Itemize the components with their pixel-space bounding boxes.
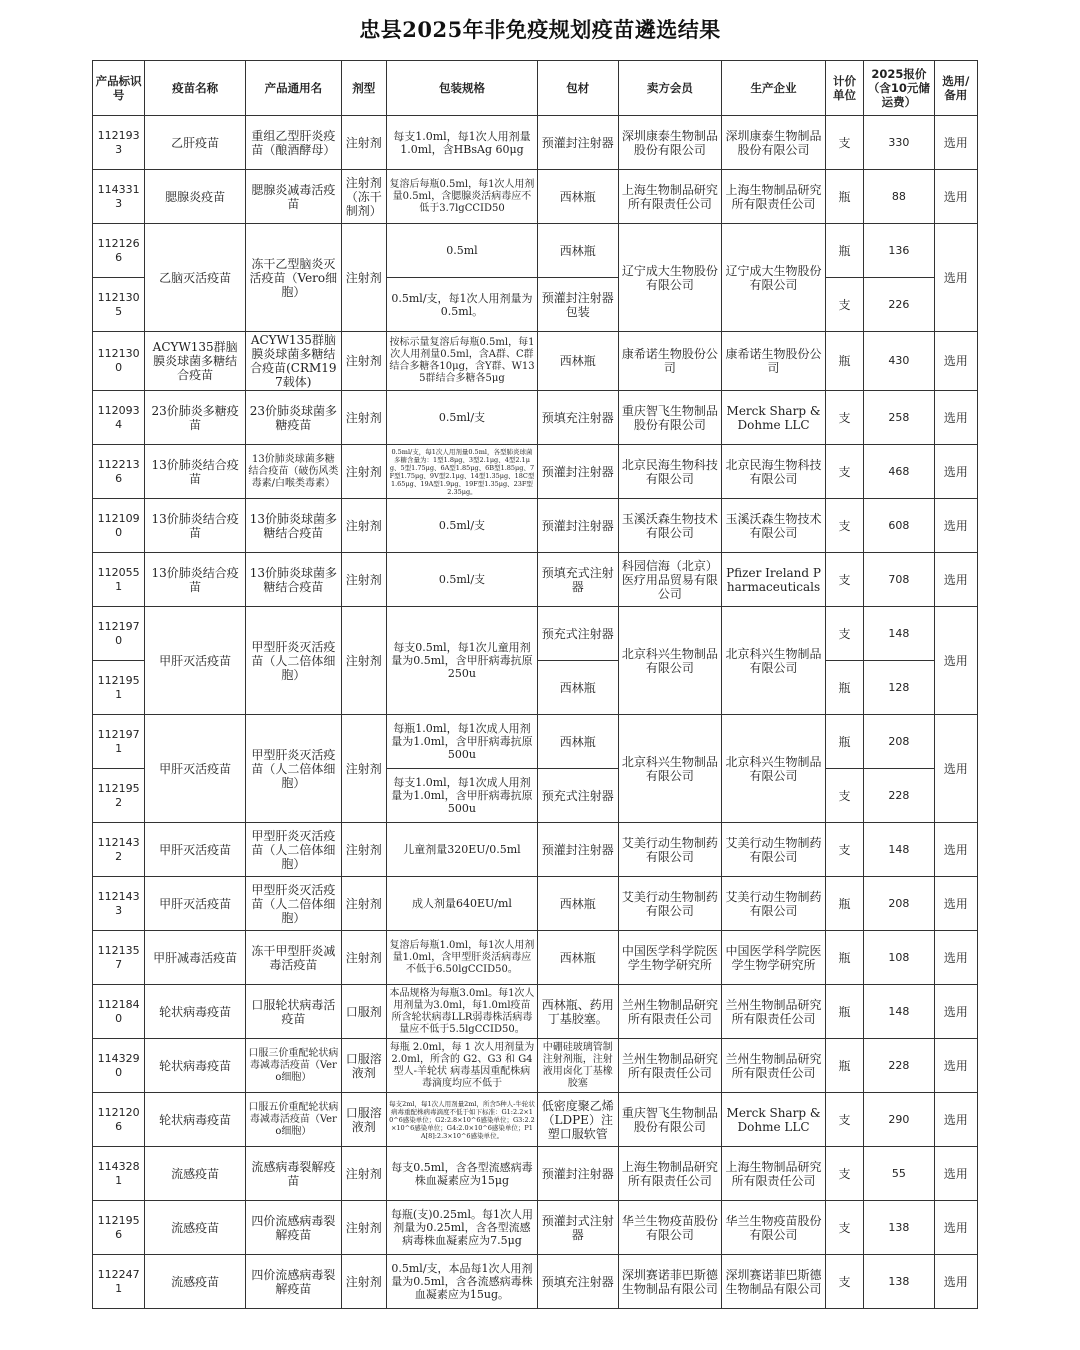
seller: 中国医学科学院医学生物学研究所 xyxy=(618,931,722,985)
seller: 上海生物制品研究所有限责任公司 xyxy=(618,170,722,224)
seller: 北京科兴生物制品有限公司 xyxy=(618,715,722,823)
package-material: 预充式注射器 xyxy=(537,607,618,661)
vaccine-name: 甲肝灭活疫苗 xyxy=(145,715,246,823)
price-unit: 瓶 xyxy=(825,661,863,715)
dosage-form: 口服剂 xyxy=(341,985,386,1039)
vaccine-name: 轮状病毒疫苗 xyxy=(145,985,246,1039)
col-header: 生产企业 xyxy=(722,61,826,116)
product-code: 1143290 xyxy=(93,1039,145,1093)
product-code: 1143281 xyxy=(93,1147,145,1201)
selection-status: 选用 xyxy=(934,499,977,553)
vaccine-name: 13价肺炎结合疫苗 xyxy=(145,445,246,499)
seller: 科园信海（北京）医疗用品贸易有限公司 xyxy=(618,553,722,607)
col-header: 选用/备用 xyxy=(934,61,977,116)
package-spec: 复溶后每瓶0.5ml，每1次人用剂量0.5ml，含腮腺炎活病毒应不低于3.7lgCCID50 xyxy=(386,170,537,224)
package-spec: 复溶后每瓶1.0ml，每1次人用剂量1.0ml，含甲型肝炎活病毒应不低于6.50lgCCID50。 xyxy=(386,931,537,985)
product-code: 1121206 xyxy=(93,1093,145,1147)
manufacturer: 上海生物制品研究所有限责任公司 xyxy=(722,1147,826,1201)
product-code: 1121300 xyxy=(93,332,145,391)
selection-status: 选用 xyxy=(934,1255,977,1309)
selection-status: 选用 xyxy=(934,877,977,931)
manufacturer: Pfizer Ireland Pharmaceuticals xyxy=(722,553,826,607)
package-spec: 每支2ml，每1次人用剂量2ml，所含5种人-牛轮状病毒重配株病毒滴度不低于如下标准：G1:2.2×10^6感染单位；G2:2.8×10^6感染单位；G3:2.2×10^6感染单位；G4:2.0×10^6感染单位；P1A[8]:2.3×10^6感染单位。 xyxy=(386,1093,537,1147)
package-spec: 0.5ml/支，每1次人用剂量为0.5ml。 xyxy=(386,278,537,332)
product-code: 1121971 xyxy=(93,715,145,769)
seller: 康希诺生物股份公司 xyxy=(618,332,722,391)
package-material: 西林瓶 xyxy=(537,931,618,985)
manufacturer: 深圳赛诺菲巴斯德生物制品有限公司 xyxy=(722,1255,826,1309)
selection-status: 选用 xyxy=(934,985,977,1039)
selection-status: 选用 xyxy=(934,170,977,224)
page-title: 忠县2025年非免疫规划疫苗遴选结果 xyxy=(359,17,721,42)
package-material: 西林瓶、药用丁基胶塞。 xyxy=(537,985,618,1039)
manufacturer: 辽宁成大生物股份有限公司 xyxy=(722,224,826,332)
price: 136 xyxy=(864,224,934,278)
price-unit: 支 xyxy=(825,553,863,607)
price: 228 xyxy=(864,1039,934,1093)
dosage-form: 注射剂 xyxy=(341,224,386,332)
table-row xyxy=(93,1255,978,1309)
price-unit: 支 xyxy=(825,116,863,170)
product-code: 1121840 xyxy=(93,985,145,1039)
table-row xyxy=(93,1147,978,1201)
table-row xyxy=(93,391,978,445)
table-row xyxy=(93,332,978,391)
manufacturer: 上海生物制品研究所有限责任公司 xyxy=(722,170,826,224)
seller: 深圳康泰生物制品股份有限公司 xyxy=(618,116,722,170)
price: 228 xyxy=(864,769,934,823)
seller: 北京科兴生物制品有限公司 xyxy=(618,607,722,715)
price: 290 xyxy=(864,1093,934,1147)
price-unit: 支 xyxy=(825,769,863,823)
col-header: 包材 xyxy=(537,61,618,116)
table-row xyxy=(93,116,978,170)
product-code: 1120934 xyxy=(93,391,145,445)
table-row xyxy=(93,931,978,985)
vaccine-name: 甲肝灭活疫苗 xyxy=(145,607,246,715)
price: 258 xyxy=(864,391,934,445)
price-unit: 瓶 xyxy=(825,332,863,391)
price-unit: 支 xyxy=(825,607,863,661)
dosage-form: 口服溶液剂 xyxy=(341,1039,386,1093)
price: 708 xyxy=(864,553,934,607)
price-unit: 支 xyxy=(825,1201,863,1255)
package-spec: 0.5ml xyxy=(386,224,537,278)
generic-name: 冻干甲型肝炎减毒活疫苗 xyxy=(246,931,342,985)
product-code: 1143313 xyxy=(93,170,145,224)
seller: 上海生物制品研究所有限责任公司 xyxy=(618,1147,722,1201)
table-row xyxy=(93,1201,978,1255)
generic-name: 冻干乙型脑炎灭活疫苗（Vero细胞） xyxy=(246,224,342,332)
vaccine-name: 甲肝灭活疫苗 xyxy=(145,823,246,877)
col-header: 包装规格 xyxy=(386,61,537,116)
generic-name: 四价流感病毒裂解疫苗 xyxy=(246,1255,342,1309)
seller: 华兰生物疫苗股份有限公司 xyxy=(618,1201,722,1255)
product-code: 1121970 xyxy=(93,607,145,661)
manufacturer: Merck Sharp & Dohme LLC xyxy=(722,391,826,445)
vaccine-name: 乙肝疫苗 xyxy=(145,116,246,170)
package-spec: 每瓶 2.0ml，每 1 次人用剂量为 2.0ml，所含的 G2、G3 和 G4 型人-羊轮状 病毒基因重配株病毒滴度均应不低于 xyxy=(386,1039,537,1093)
dosage-form: 注射剂 xyxy=(341,445,386,499)
manufacturer: 玉溪沃森生物技术有限公司 xyxy=(722,499,826,553)
selection-status: 选用 xyxy=(934,391,977,445)
selection-status: 选用 xyxy=(934,1039,977,1093)
selection-status: 选用 xyxy=(934,224,977,332)
package-material: 预灌封注射器 xyxy=(537,499,618,553)
price: 148 xyxy=(864,607,934,661)
price: 138 xyxy=(864,1255,934,1309)
selection-status: 选用 xyxy=(934,116,977,170)
dosage-form: 注射剂 xyxy=(341,1201,386,1255)
product-code: 1121951 xyxy=(93,661,145,715)
price: 330 xyxy=(864,116,934,170)
price: 208 xyxy=(864,715,934,769)
price: 148 xyxy=(864,985,934,1039)
dosage-form: 注射剂 xyxy=(341,931,386,985)
package-material: 预灌封注射器包装 xyxy=(537,278,618,332)
generic-name: 甲型肝炎灭活疫苗（人二倍体细胞） xyxy=(246,715,342,823)
price: 608 xyxy=(864,499,934,553)
package-spec: 每支0.5ml，每1次儿童用剂量为0.5ml，含甲肝病毒抗原250u xyxy=(386,607,537,715)
table-row xyxy=(93,1093,978,1147)
package-spec: 成人剂量640EU/ml xyxy=(386,877,537,931)
selection-status: 选用 xyxy=(934,553,977,607)
price-unit: 支 xyxy=(825,278,863,332)
dosage-form: 注射剂 xyxy=(341,877,386,931)
seller: 艾美行动生物制药有限公司 xyxy=(618,823,722,877)
package-spec: 每支1.0ml，每1次成人用剂量为1.0ml，含甲肝病毒抗原500u xyxy=(386,769,537,823)
col-header: 剂型 xyxy=(341,61,386,116)
package-material: 西林瓶 xyxy=(537,661,618,715)
package-material: 西林瓶 xyxy=(537,170,618,224)
col-header: 疫苗名称 xyxy=(145,61,246,116)
price: 226 xyxy=(864,278,934,332)
col-header: 计价单位 xyxy=(825,61,863,116)
price-unit: 瓶 xyxy=(825,931,863,985)
price-unit: 支 xyxy=(825,499,863,553)
generic-name: 口服五价重配轮状病毒减毒活疫苗（Vero细胞） xyxy=(246,1093,342,1147)
selection-status: 选用 xyxy=(934,607,977,715)
price: 108 xyxy=(864,931,934,985)
dosage-form: 注射剂 xyxy=(341,332,386,391)
selection-status: 选用 xyxy=(934,823,977,877)
product-code: 1121266 xyxy=(93,224,145,278)
package-spec: 每支1.0ml，每1次人用剂量1.0ml，含HBsAg 60μg xyxy=(386,116,537,170)
selection-status: 选用 xyxy=(934,1093,977,1147)
generic-name: 甲型肝炎灭活疫苗（人二倍体细胞） xyxy=(246,877,342,931)
price-unit: 支 xyxy=(825,445,863,499)
col-header: 卖方会员 xyxy=(618,61,722,116)
generic-name: ACYW135群脑膜炎球菌多糖结合疫苗(CRM197载体) xyxy=(246,332,342,391)
table-row xyxy=(93,445,978,499)
seller: 艾美行动生物制药有限公司 xyxy=(618,877,722,931)
price-unit: 瓶 xyxy=(825,715,863,769)
price-unit: 支 xyxy=(825,1093,863,1147)
table-header-row xyxy=(93,61,978,116)
product-code: 1120551 xyxy=(93,553,145,607)
manufacturer: 深圳康泰生物制品股份有限公司 xyxy=(722,116,826,170)
selection-status: 选用 xyxy=(934,931,977,985)
price-unit: 瓶 xyxy=(825,224,863,278)
vaccine-name: 13价肺炎结合疫苗 xyxy=(145,553,246,607)
dosage-form: 注射剂 xyxy=(341,607,386,715)
table-row xyxy=(93,170,978,224)
product-code: 1122471 xyxy=(93,1255,145,1309)
price: 88 xyxy=(864,170,934,224)
dosage-form: 注射剂 xyxy=(341,715,386,823)
col-header: 产品通用名 xyxy=(246,61,342,116)
manufacturer: 中国医学科学院医学生物学研究所 xyxy=(722,931,826,985)
seller: 玉溪沃森生物技术有限公司 xyxy=(618,499,722,553)
package-material: 预灌封注射器 xyxy=(537,116,618,170)
dosage-form: 注射剂 xyxy=(341,391,386,445)
product-code: 1121090 xyxy=(93,499,145,553)
package-spec: 0.5ml/支 xyxy=(386,553,537,607)
dosage-form: 注射剂 xyxy=(341,499,386,553)
selection-status: 选用 xyxy=(934,1201,977,1255)
price-unit: 支 xyxy=(825,823,863,877)
package-spec: 按标示量复溶后每瓶0.5ml，每1次人用剂量0.5ml，含A群、C群结合多糖各10μg，含Y群、W135群结合多糖各5μg xyxy=(386,332,537,391)
product-code: 1121433 xyxy=(93,877,145,931)
vaccine-name: 流感疫苗 xyxy=(145,1201,246,1255)
price: 468 xyxy=(864,445,934,499)
table-row xyxy=(93,823,978,877)
generic-name: 口服三价重配轮状病毒减毒活疫苗（Vero细胞） xyxy=(246,1039,342,1093)
generic-name: 四价流感病毒裂解疫苗 xyxy=(246,1201,342,1255)
manufacturer: 艾美行动生物制药有限公司 xyxy=(722,823,826,877)
product-code: 1121956 xyxy=(93,1201,145,1255)
table-row xyxy=(93,499,978,553)
vaccine-name: 乙脑灭活疫苗 xyxy=(145,224,246,332)
vaccine-name: 流感疫苗 xyxy=(145,1255,246,1309)
generic-name: 23价肺炎球菌多糖疫苗 xyxy=(246,391,342,445)
manufacturer: Merck Sharp & Dohme LLC xyxy=(722,1093,826,1147)
package-material: 西林瓶 xyxy=(537,877,618,931)
price: 128 xyxy=(864,661,934,715)
selection-status: 选用 xyxy=(934,1147,977,1201)
selection-status: 选用 xyxy=(934,332,977,391)
package-material: 预灌封注射器 xyxy=(537,1147,618,1201)
package-material: 预填充注射器 xyxy=(537,1255,618,1309)
vaccine-name: 23价肺炎多糖疫苗 xyxy=(145,391,246,445)
manufacturer: 艾美行动生物制药有限公司 xyxy=(722,877,826,931)
dosage-form: 注射剂 xyxy=(341,1147,386,1201)
vaccine-name: ACYW135群脑膜炎球菌多糖结合疫苗 xyxy=(145,332,246,391)
package-material: 预充式注射器 xyxy=(537,769,618,823)
manufacturer: 兰州生物制品研究所有限责任公司 xyxy=(722,985,826,1039)
generic-name: 13价肺炎球菌多糖结合疫苗（破伤风类毒素/白喉类毒素） xyxy=(246,445,342,499)
table-row xyxy=(93,715,978,769)
seller: 兰州生物制品研究所有限责任公司 xyxy=(618,1039,722,1093)
package-spec: 每瓶(支)0.25ml。每1次人用剂量为0.25ml，含各型流感病毒株血凝素应为7.5μg xyxy=(386,1201,537,1255)
package-spec: 0.5ml/支，本品每1次人用剂量为0.5ml，含各流感病毒株血凝素应为15ug。 xyxy=(386,1255,537,1309)
price-unit: 支 xyxy=(825,391,863,445)
price-unit: 瓶 xyxy=(825,877,863,931)
price: 430 xyxy=(864,332,934,391)
generic-name: 口服轮状病毒活疫苗 xyxy=(246,985,342,1039)
price-unit: 瓶 xyxy=(825,985,863,1039)
package-material: 预灌封注射器 xyxy=(537,445,618,499)
package-spec: 儿童剂量320EU/0.5ml xyxy=(386,823,537,877)
package-spec: 0.5ml/支 xyxy=(386,391,537,445)
generic-name: 13价肺炎球菌多糖结合疫苗 xyxy=(246,553,342,607)
price-unit: 瓶 xyxy=(825,170,863,224)
table-row xyxy=(93,877,978,931)
dosage-form: 注射剂 xyxy=(341,823,386,877)
vaccine-name: 甲肝减毒活疫苗 xyxy=(145,931,246,985)
dosage-form: 注射剂（冻干制剂） xyxy=(341,170,386,224)
table-row xyxy=(93,1039,978,1093)
seller: 兰州生物制品研究所有限责任公司 xyxy=(618,985,722,1039)
price: 55 xyxy=(864,1147,934,1201)
package-spec: 0.5ml/支，每1次人用剂量0.5ml，各型肺炎球菌多糖含量为：1型1.8μg、3型2.1μg、4型2.1μg、5型1.75μg、6A型1.85μg、6B型1.85μg、7F型1.75μg、9V型2.1μg、14型1.35μg、18C型1.65μg、19A型1.9μg、19F型1.35μg、23F型2.35μg。 xyxy=(386,445,537,499)
table-row xyxy=(93,985,978,1039)
package-material: 西林瓶 xyxy=(537,332,618,391)
product-code: 1121432 xyxy=(93,823,145,877)
vaccine-name: 流感疫苗 xyxy=(145,1147,246,1201)
table-row xyxy=(93,224,978,278)
seller: 重庆智飞生物制品股份有限公司 xyxy=(618,391,722,445)
seller: 北京民海生物科技有限公司 xyxy=(618,445,722,499)
dosage-form: 注射剂 xyxy=(341,116,386,170)
selection-status: 选用 xyxy=(934,445,977,499)
price-unit: 支 xyxy=(825,1147,863,1201)
manufacturer: 兰州生物制品研究所有限责任公司 xyxy=(722,1039,826,1093)
vaccine-name: 轮状病毒疫苗 xyxy=(145,1039,246,1093)
col-header: 2025报价（含10元储运费） xyxy=(864,61,934,116)
product-code: 1121357 xyxy=(93,931,145,985)
product-code: 1121933 xyxy=(93,116,145,170)
seller: 辽宁成大生物股份有限公司 xyxy=(618,224,722,332)
table-row xyxy=(93,607,978,661)
vaccine-name: 轮状病毒疫苗 xyxy=(145,1093,246,1147)
generic-name: 甲型肝炎灭活疫苗（人二倍体细胞） xyxy=(246,823,342,877)
product-code: 1121305 xyxy=(93,278,145,332)
vaccine-name: 13价肺炎结合疫苗 xyxy=(145,499,246,553)
generic-name: 13价肺炎球菌多糖结合疫苗 xyxy=(246,499,342,553)
vaccine-table xyxy=(92,60,978,1309)
price-unit: 瓶 xyxy=(825,1039,863,1093)
package-material: 预填充注射器 xyxy=(537,391,618,445)
product-code: 1122136 xyxy=(93,445,145,499)
package-spec: 本品规格为每瓶3.0ml。每1次人用剂量为3.0ml，每1.0ml疫苗所含轮状病毒LLR弱毒株活病毒量应不低于5.5lgCCID50。 xyxy=(386,985,537,1039)
seller: 重庆智飞生物制品股份有限公司 xyxy=(618,1093,722,1147)
manufacturer: 康希诺生物股份公司 xyxy=(722,332,826,391)
dosage-form: 注射剂 xyxy=(341,553,386,607)
package-material: 西林瓶 xyxy=(537,715,618,769)
product-code: 1121952 xyxy=(93,769,145,823)
manufacturer: 北京科兴生物制品有限公司 xyxy=(722,607,826,715)
generic-name: 重组乙型肝炎疫苗（酿酒酵母） xyxy=(246,116,342,170)
generic-name: 甲型肝炎灭活疫苗（人二倍体细胞） xyxy=(246,607,342,715)
table-row xyxy=(93,553,978,607)
generic-name: 流感病毒裂解疫苗 xyxy=(246,1147,342,1201)
vaccine-name: 腮腺炎疫苗 xyxy=(145,170,246,224)
package-spec: 每支0.5ml，含各型流感病毒株血凝素应为15μg xyxy=(386,1147,537,1201)
package-material: 西林瓶 xyxy=(537,224,618,278)
vaccine-name: 甲肝灭活疫苗 xyxy=(145,877,246,931)
dosage-form: 口服溶液剂 xyxy=(341,1093,386,1147)
manufacturer: 北京科兴生物制品有限公司 xyxy=(722,715,826,823)
package-material: 低密度聚乙烯（LDPE）注塑口服软管 xyxy=(537,1093,618,1147)
package-spec: 每瓶1.0ml，每1次成人用剂量为1.0ml，含甲肝病毒抗原500u xyxy=(386,715,537,769)
dosage-form: 注射剂 xyxy=(341,1255,386,1309)
package-material: 预灌封式注射器 xyxy=(537,1201,618,1255)
col-header: 产品标识号 xyxy=(93,61,145,116)
price: 208 xyxy=(864,877,934,931)
package-material: 中硼硅玻璃管制注射剂瓶，注射液用卤化丁基橡胶塞 xyxy=(537,1039,618,1093)
price: 148 xyxy=(864,823,934,877)
price-unit: 支 xyxy=(825,1255,863,1309)
generic-name: 腮腺炎减毒活疫苗 xyxy=(246,170,342,224)
package-material: 预灌封注射器 xyxy=(537,823,618,877)
package-spec: 0.5ml/支 xyxy=(386,499,537,553)
selection-status: 选用 xyxy=(934,715,977,823)
manufacturer: 华兰生物疫苗股份有限公司 xyxy=(722,1201,826,1255)
package-material: 预填充式注射器 xyxy=(537,553,618,607)
manufacturer: 北京民海生物科技有限公司 xyxy=(722,445,826,499)
seller: 深圳赛诺菲巴斯德生物制品有限公司 xyxy=(618,1255,722,1309)
price: 138 xyxy=(864,1201,934,1255)
